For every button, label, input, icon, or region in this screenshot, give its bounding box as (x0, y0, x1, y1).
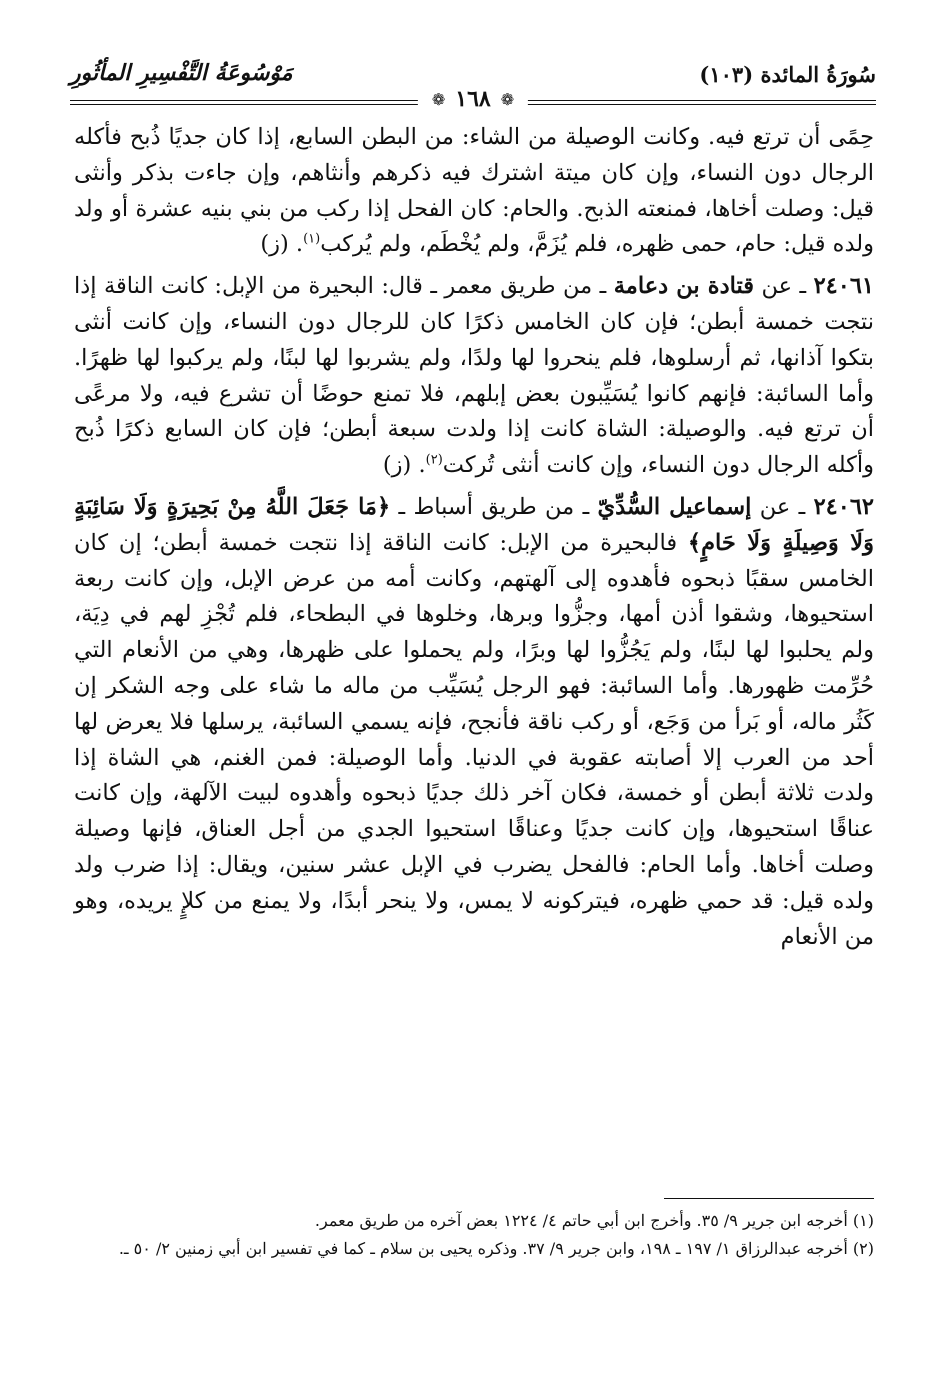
ornament-right-icon: ❁ (500, 89, 515, 109)
paragraph-text: فالبحيرة من الإبل: كانت الناقة إذا نتجت خمسة أبطن؛ إن كان الخامس سقبًا ذبحوه فأهدوه إلى آلهتهم، وكانت أمه من عرض الإبل، وإن كانت ربعة استحيوها، وشقوا أذن أمها، وجزُّوا وبرها، وخلوها في البطحاء، فلم تُجْزِ لهم في دِيَة، ولم يحلبوا لها لبنًا، ولم يَجُزُّوا لها وبرًا، ولم يحملوا على ظهرها، وهي من الأنعام التي حُرِّمت ظهورها. وأما السائبة: فهو الرجل يُسَيِّب من ماله ما شاء على وجه الشكر إن كَثُر ماله، أو بَرأ من وَجَع، أو ركب ناقة فأنجح، فإنه يسمي السائبة، يرسلها فلا يعرض لها أحد من العرب إلا أصابته عقوبة في الدنيا. وأما الوصيلة: فمن الغنم، هي الشاة إذا ولدت ثلاثة أبطن أو خمسة، فكان آخر ذلك جديًا ذبحوه وأهدوه لبيت الآلهة، وإن كانت عناقًا استحيوها، وإن كانت جديًا وعناقًا استحيوا الجدي من أجل العناق، فإنها وصيلة وصلت أخاها. وأما الحام: فالفحل يضرب في الإبل عشر سنين، ويقال: إذا ضرب ولد ولده قيل: قد حمي ظهره، فيتركونه لا يمس، ولا ينحر أبدًا، ولا يمنع من كلإٍ يريده، وهو من الأنعام (74, 529, 874, 950)
source-tag: . (ز) (382, 452, 426, 479)
paragraph-text: حِمًى أن ترتع فيه. وكانت الوصيلة من الشاء: من البطن السابع، إذا كان جديًا ذُبح فأكله الرجال دون النساء، وإن كان ميتة اشترك فيه ذكرهم وأنثاهم، وإن جاءت بذكر وأنثى قيل: وصلت أخاها، فمنعته الذبح. والحام: كان الفحل إذا ركب من بني بنيه عشرة أو ولد ولده قيل: حام، حمى ظهره، فلم يُزَمَّ، ولم يُخْطَم، ولم يُركب (74, 124, 874, 258)
book-title: مَوْسُوعَةُ التَّفْسِيرِ المأثُورِ (70, 60, 293, 86)
footnote-separator (664, 1198, 874, 1199)
footnote-marker[interactable]: (٢) (425, 452, 443, 468)
footnote-2: (٢) أخرجه عبدالرزاق ١/ ١٩٧ ـ ١٩٨، وابن جرير ٩/ ٣٧. وذكره يحيى بن سلام ـ كما في تفسير ابن أبي زمنين ٢/ ٥٠ ـ. (118, 1239, 874, 1258)
connector-text: ـ عن (754, 273, 814, 300)
narration-number: ٢٤٠٦١ (813, 273, 875, 300)
chain-text: ـ من طريق أسباط ـ (390, 493, 598, 520)
page-header (70, 50, 876, 112)
page-number-block (418, 86, 528, 112)
paragraph-text: ـ من طريق معمر ـ قال: البحيرة من الإبل: كانت الناقة إذا نتجت خمسة أبطن؛ فإن كان الخامس ذكرًا كان للرجال دون النساء، وإن كانت أنثى بتكوا آذانها، ثم أرسلوها، فلم ينحروا لها ولدًا، ولم يشربوا لها لبنًا، ولم يركبوا لها ظهرًا. وأما السائبة: فإنهم كانوا يُسَيِّبون بعض إبلهم، فلا تمنع حوضًا أن تشرع فيه، ولا مرعًى أن ترتع فيه. والوصيلة: الشاة كانت إذا ولدت سبعة أبطن؛ فإن كان السابع ذكرًا ذُبح وأكله الرجال دون النساء، وإن كانت أنثى تُركت (74, 273, 874, 479)
footnotes (74, 1208, 874, 1264)
quran-verse: ﴿مَا جَعَلَ اللَّهُ مِنْ بَحِيرَةٍ وَلَا سَائِبَةٍ وَلَا وَصِيلَةٍ وَلَا حَامٍ﴾ (74, 493, 875, 556)
narration-number: ٢٤٠٦٢ (813, 493, 875, 520)
narration-24061 (74, 269, 874, 484)
paragraph-continuation (74, 120, 874, 263)
narrator-name: قتادة بن دعامة (613, 273, 755, 300)
source-tag: . (ز) (260, 231, 304, 258)
ornament-left-icon: ❁ (431, 89, 446, 109)
footnote-marker[interactable]: (١) (303, 231, 321, 247)
narrator-name: إسماعيل السُّدِّيّ (597, 493, 752, 520)
connector-text: ـ عن (751, 493, 814, 520)
footnote-1: (١) أخرجه ابن جرير ٩/ ٣٥. وأخرج ابن أبي حاتم ٤/ ١٢٢٤ بعض آخره من طريق معمر. (314, 1211, 874, 1230)
page-number: ١٦٨ (455, 86, 491, 112)
narration-24062 (74, 490, 874, 955)
main-text (74, 120, 874, 961)
surah-title: سُورَةُ المائدة (١٠٣) (699, 62, 876, 87)
